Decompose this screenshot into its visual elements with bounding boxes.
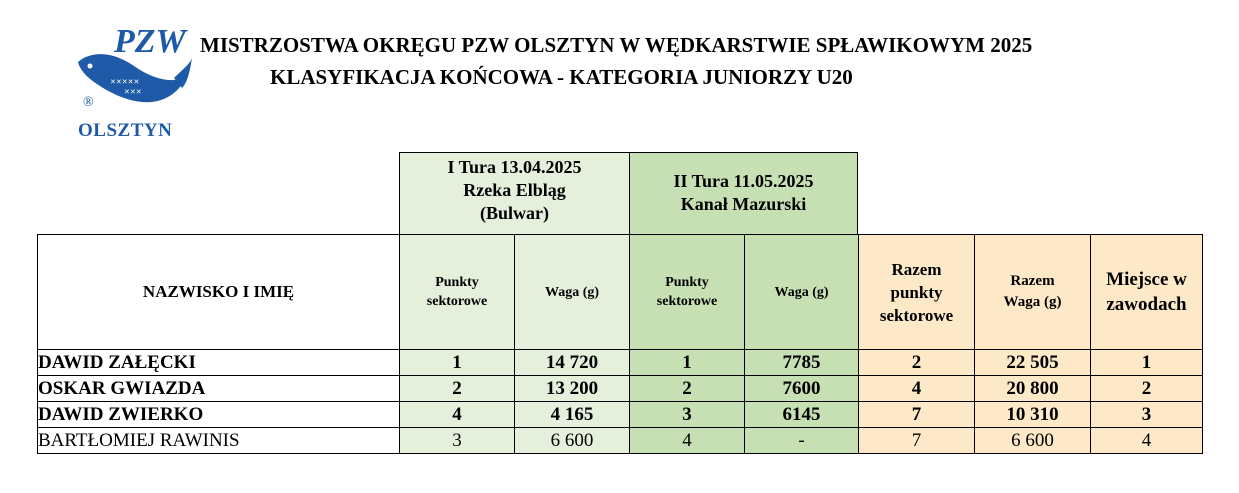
r2-points: 2 bbox=[630, 376, 745, 402]
total-weight: 6 600 bbox=[975, 428, 1091, 454]
total-weight: 20 800 bbox=[975, 376, 1091, 402]
r2-weight: 7600 bbox=[745, 376, 859, 402]
r2-points: 4 bbox=[630, 428, 745, 454]
table-row bbox=[38, 376, 1203, 402]
r2-weight: 7785 bbox=[745, 350, 859, 376]
r2-weight: - bbox=[745, 428, 859, 454]
results-table bbox=[37, 234, 1203, 454]
r1-weight: 4 165 bbox=[515, 402, 630, 428]
page-subtitle: KLASYFIKACJA KOŃCOWA - KATEGORIA JUNIORZY U20 bbox=[270, 65, 853, 89]
round-2-venue: Kanał Mazurski bbox=[680, 194, 807, 214]
header-total-weight: Razem Waga (g) bbox=[975, 235, 1091, 350]
total-points: 4 bbox=[859, 376, 975, 402]
header-r2-points: Punkty sektorowe bbox=[630, 235, 745, 350]
r2-weight: 6145 bbox=[745, 402, 859, 428]
svg-text:✕✕✕✕✕: ✕✕✕✕✕ bbox=[110, 78, 140, 86]
competitor-name: DAWID ZWIERKO bbox=[38, 402, 400, 428]
total-points: 7 bbox=[859, 428, 975, 454]
place: 3 bbox=[1091, 402, 1203, 428]
total-weight: 22 505 bbox=[975, 350, 1091, 376]
competitor-name: BARTŁOMIEJ RAWINIS bbox=[38, 428, 400, 454]
competitor-name: DAWID ZAŁĘCKI bbox=[38, 350, 400, 376]
header-r1-points: Punkty sektorowe bbox=[400, 235, 515, 350]
total-weight: 10 310 bbox=[975, 402, 1091, 428]
place: 1 bbox=[1091, 350, 1203, 376]
header-r2-weight: Waga (g) bbox=[745, 235, 859, 350]
svg-text:✕✕✕: ✕✕✕ bbox=[124, 88, 142, 96]
r1-weight: 14 720 bbox=[515, 350, 630, 376]
header-row bbox=[38, 235, 1203, 350]
page-title: MISTRZOSTWA OKRĘGU PZW OLSZTYN W WĘDKARSTWIE SPŁAWIKOWYM 2025 bbox=[200, 33, 1033, 57]
r1-points: 2 bbox=[400, 376, 515, 402]
r1-points: 4 bbox=[400, 402, 515, 428]
round-2-date: II Tura 11.05.2025 bbox=[673, 171, 814, 191]
place: 2 bbox=[1091, 376, 1203, 402]
round-1-venue: Rzeka Elbląg bbox=[463, 180, 566, 200]
total-points: 2 bbox=[859, 350, 975, 376]
header-name: NAZWISKO I IMIĘ bbox=[38, 235, 400, 350]
total-points: 7 bbox=[859, 402, 975, 428]
table-row bbox=[38, 350, 1203, 376]
table-row bbox=[38, 428, 1203, 454]
r1-weight: 13 200 bbox=[515, 376, 630, 402]
place: 4 bbox=[1091, 428, 1203, 454]
logo-city: OLSZTYN bbox=[78, 120, 173, 141]
header-total-points: Razem punkty sektorowe bbox=[859, 235, 975, 350]
r2-points: 1 bbox=[630, 350, 745, 376]
round-2-header bbox=[629, 152, 858, 235]
round-1-date: I Tura 13.04.2025 bbox=[447, 157, 582, 177]
header-r1-weight: Waga (g) bbox=[515, 235, 630, 350]
svg-text:PZW: PZW bbox=[114, 23, 186, 60]
r1-points: 3 bbox=[400, 428, 515, 454]
r1-points: 1 bbox=[400, 350, 515, 376]
header-place: Miejsce w zawodach bbox=[1091, 235, 1203, 350]
round-1-header bbox=[399, 152, 630, 235]
table-row bbox=[38, 402, 1203, 428]
registered-mark: ® bbox=[83, 95, 94, 110]
r2-points: 3 bbox=[630, 402, 745, 428]
competitor-name: OSKAR GWIAZDA bbox=[38, 376, 400, 402]
r1-weight: 6 600 bbox=[515, 428, 630, 454]
round-1-subvenue: (Bulwar) bbox=[480, 203, 549, 223]
